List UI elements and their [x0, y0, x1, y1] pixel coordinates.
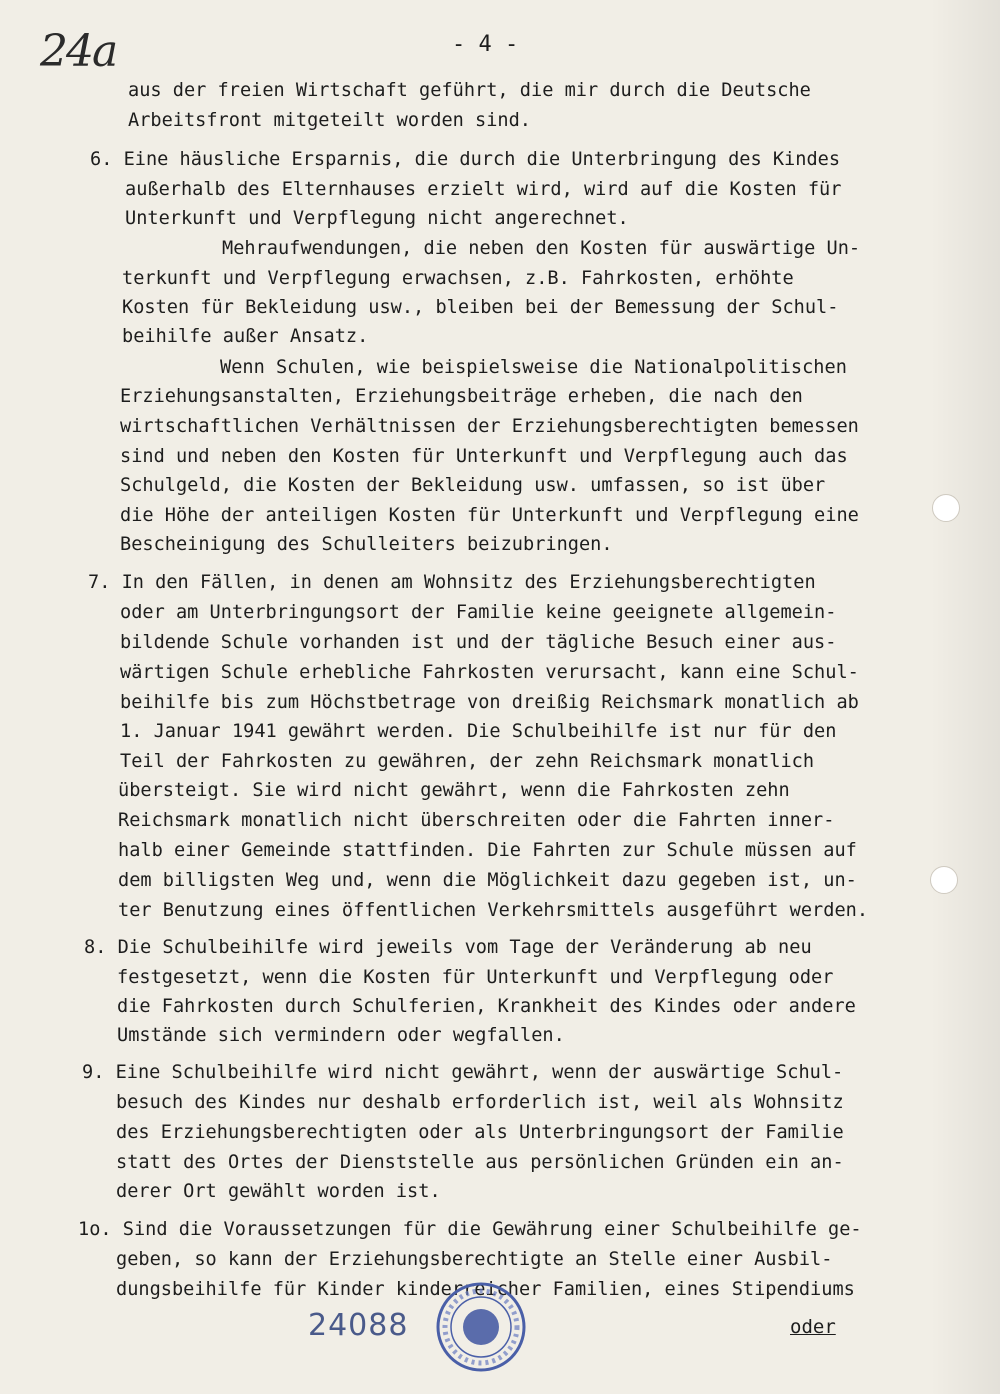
text-line: bildende Schule vorhanden ist und der tägliche Besuch einer aus-: [120, 632, 837, 653]
text-line: außerhalb des Elternhauses erzielt wird, wird auf die Kosten für: [125, 179, 842, 200]
text-line: oder am Unterbringungsort der Familie keine geeignete allgemein-: [120, 602, 837, 623]
text-line: Wenn Schulen, wie beispielsweise die Nationalpolitischen: [220, 357, 847, 378]
text-line: 6. Eine häusliche Ersparnis, die durch die Unterbringung des Kindes: [90, 149, 841, 170]
text-line: Reichsmark monatlich nicht überschreiten oder die Fahrten inner-: [118, 810, 835, 831]
handwritten-page-mark: 24a: [40, 26, 117, 77]
text-line: wirtschaftlichen Verhältnissen der Erziehungsberechtigten bemessen: [120, 416, 859, 437]
text-line: terkunft und Verpflegung erwachsen, z.B. Fahrkosten, erhöhte: [122, 268, 794, 289]
text-line: besuch des Kindes nur deshalb erforderlich ist, weil als Wohnsitz: [116, 1092, 844, 1113]
text-line: 9. Eine Schulbeihilfe wird nicht gewährt, wenn der auswärtige Schul-: [82, 1062, 844, 1083]
text-line: derer Ort gewählt worden ist.: [116, 1181, 441, 1202]
text-line: die Höhe der anteiligen Kosten für Unterkunft und Verpflegung eine: [120, 505, 859, 526]
text-line: 7. In den Fällen, in denen am Wohnsitz des Erziehungsberechtigten: [88, 572, 816, 593]
text-line: dem billigsten Weg und, wenn die Möglichkeit dazu gegeben ist, un-: [118, 870, 857, 891]
page-number: - 4 -: [452, 32, 519, 57]
text-line: die Fahrkosten durch Schulferien, Krankheit des Kindes oder andere: [117, 996, 856, 1017]
text-line: übersteigt. Sie wird nicht gewährt, wenn die Fahrkosten zehn: [118, 780, 790, 801]
text-line: wärtigen Schule erhebliche Fahrkosten verursacht, kann eine Schul-: [120, 662, 859, 683]
text-line: Teil der Fahrkosten zu gewähren, der zehn Reichsmark monatlich: [120, 751, 815, 772]
text-line: festgesetzt, wenn die Kosten für Unterkunft und Verpflegung oder: [117, 967, 834, 988]
text-line: 8. Die Schulbeihilfe wird jeweils vom Tage der Veränderung ab neu: [84, 937, 812, 958]
text-line: Unterkunft und Verpflegung nicht angerechnet.: [125, 208, 629, 229]
text-line: 1o. Sind die Voraussetzungen für die Gewährung einer Schulbeihilfe ge-: [78, 1219, 862, 1240]
text-line: Umstände sich vermindern oder wegfallen.: [117, 1025, 565, 1046]
text-line: beihilfe bis zum Höchstbetrage von dreißig Reichsmark monatlich ab: [120, 692, 859, 713]
text-line: Erziehungsanstalten, Erziehungsbeiträge erheben, die nach den: [120, 386, 803, 407]
continuation-word: oder: [790, 1316, 836, 1338]
text-line: 1. Januar 1941 gewährt werden. Die Schulbeihilfe ist nur für den: [120, 721, 837, 742]
text-line: geben, so kann der Erziehungsberechtigte an Stelle einer Ausbil-: [116, 1249, 833, 1270]
punch-hole: [930, 866, 958, 894]
archive-number-stamp: 24088: [308, 1308, 409, 1343]
page-edge-shadow: [930, 0, 1000, 1394]
text-line: des Erziehungsberechtigten oder als Unterbringungsort der Familie: [116, 1122, 844, 1143]
text-line: Arbeitsfront mitgeteilt worden sind.: [128, 110, 531, 131]
text-line: Schulgeld, die Kosten der Bekleidung usw. umfassen, so ist über: [120, 475, 826, 496]
text-line: statt des Ortes der Dienststelle aus persönlichen Gründen ein an-: [116, 1152, 844, 1173]
text-line: dungsbeihilfe für Kinder kinderreicher Familien, eines Stipendiums: [116, 1279, 855, 1300]
text-line: sind und neben den Kosten für Unterkunft und Verpflegung auch das: [120, 446, 848, 467]
text-line: Kosten für Bekleidung usw., bleiben bei der Bemessung der Schul-: [122, 297, 839, 318]
text-line: Mehraufwendungen, die neben den Kosten für auswärtige Un-: [222, 238, 861, 259]
text-line: Bescheinigung des Schulleiters beizubringen.: [120, 534, 613, 555]
text-line: ter Benutzung eines öffentlichen Verkehrsmittels ausgeführt werden.: [118, 900, 869, 921]
text-line: aus der freien Wirtschaft geführt, die mir durch die Deutsche: [128, 80, 811, 101]
punch-hole: [932, 494, 960, 522]
text-line: beihilfe außer Ansatz.: [122, 326, 369, 347]
text-line: halb einer Gemeinde stattfinden. Die Fahrten zur Schule müssen auf: [118, 840, 857, 861]
archive-seal-stamp: [434, 1280, 528, 1374]
